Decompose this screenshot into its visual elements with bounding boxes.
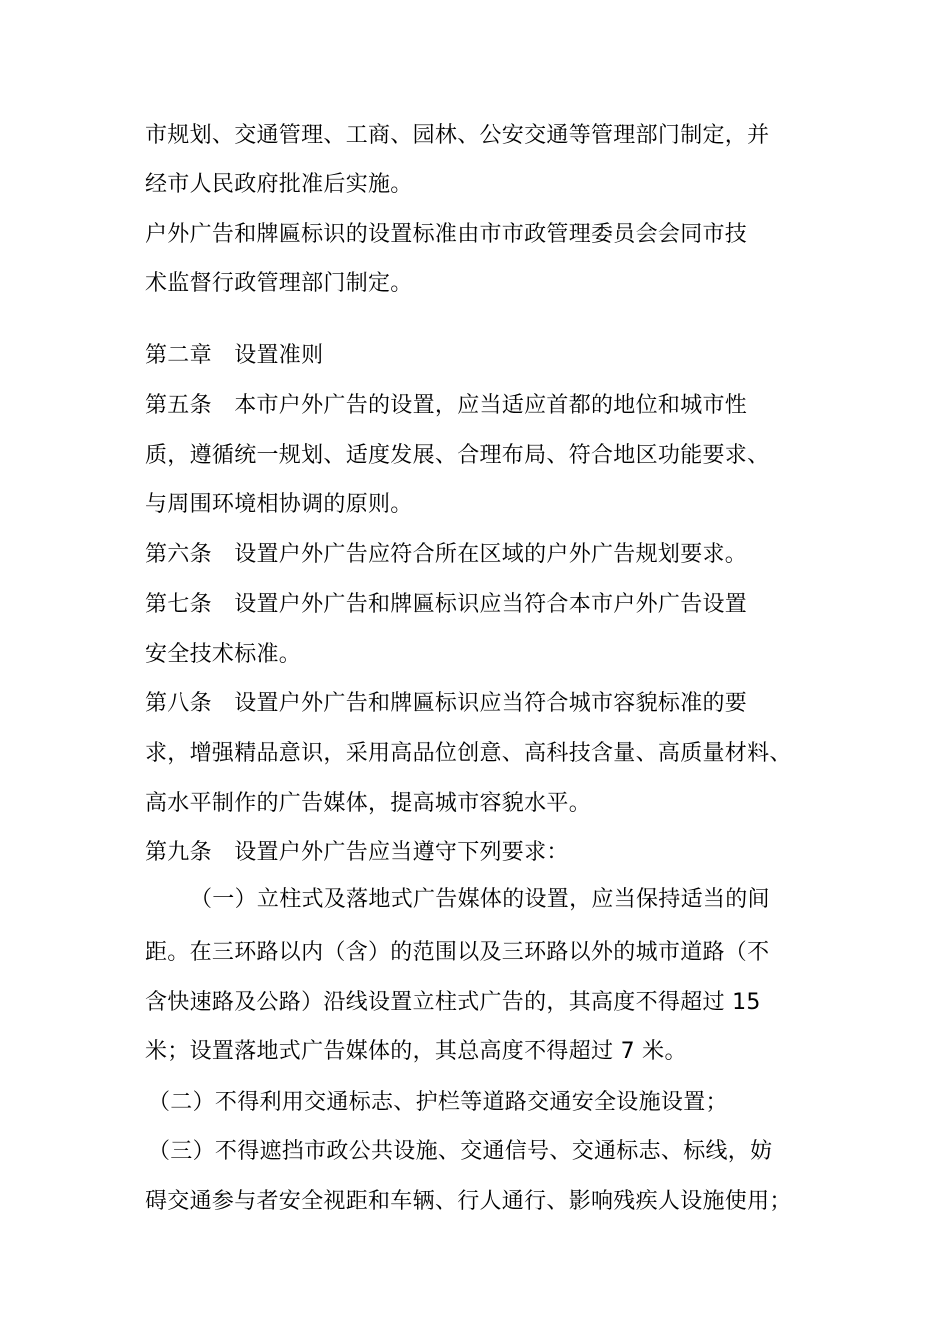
text-line: 与周围环境相协调的原则。 [145, 492, 413, 517]
text-line: 安全技术标准。 [145, 642, 302, 667]
text-line: 距。在三环路以内（含）的范围以及三环路以外的城市道路（不 [145, 940, 770, 965]
article-9: 第九条 设置户外广告应当遵守下列要求： [145, 840, 569, 865]
article-7: 第七条 设置户外广告和牌匾标识应当符合本市户外广告设置 [145, 592, 748, 617]
text-line: 质，遵循统一规划、适度发展、合理布局、符合地区功能要求、 [145, 443, 770, 468]
text-line: 经市人民政府批准后实施。 [145, 172, 413, 197]
text-line: 户外广告和牌匾标识的设置标准由市市政管理委员会会同市技 [145, 222, 748, 247]
chapter-heading: 第二章 设置准则 [145, 343, 324, 368]
text-line: 含快速路及公路）沿线设置立柱式广告的，其高度不得超过 15 [145, 990, 761, 1015]
article-5: 第五条 本市户外广告的设置，应当适应首都的地位和城市性 [145, 393, 748, 418]
item-1: （一）立柱式及落地式广告媒体的设置，应当保持适当的间 [190, 887, 770, 912]
article-8: 第八条 设置户外广告和牌匾标识应当符合城市容貌标准的要 [145, 691, 748, 716]
item-2: （二）不得利用交通标志、护栏等道路交通安全设施设置； [148, 1090, 728, 1115]
item-3: （三）不得遮挡市政公共设施、交通信号、交通标志、标线，妨 [148, 1139, 773, 1164]
text-line: 碍交通参与者安全视距和车辆、行人通行、影响残疾人设施使用； [145, 1189, 792, 1214]
text-line: 高水平制作的广告媒体，提高城市容貌水平。 [145, 791, 592, 816]
text-line: 求，增强精品意识，采用高品位创意、高科技含量、高质量材料、 [145, 741, 792, 766]
text-line: 米；设置落地式广告媒体的，其总高度不得超过 7 米。 [145, 1039, 687, 1064]
article-6: 第六条 设置户外广告应符合所在区域的户外广告规划要求。 [145, 542, 748, 567]
text-line: 市规划、交通管理、工商、园林、公安交通等管理部门制定，并 [145, 123, 770, 148]
text-line: 术监督行政管理部门制定。 [145, 271, 413, 296]
